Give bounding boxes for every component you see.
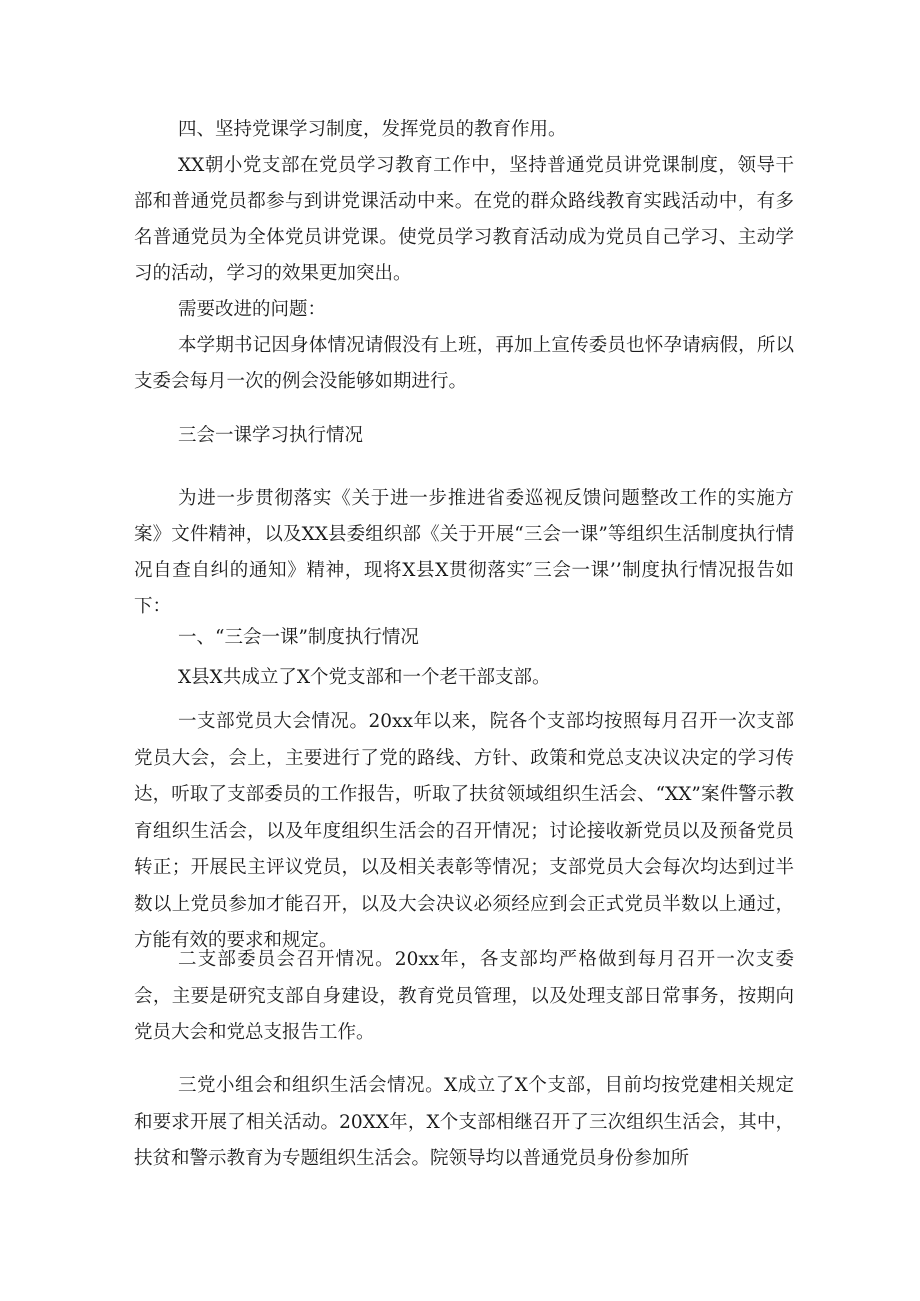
section1-summary: X县X共成立了X个党支部和一个老干部支部。 <box>178 667 551 688</box>
item1-party-member-meeting: 一支部党员大会情况。20xx年以来，院各个支部均按照每月召开一次支部党员大会，会上，主要进行了党的路线、方针、政策和党总支决议决定的学习传达，听取了支部委员的工作报告，听取了扶贫领域组织生活会、“XX”案件警示教育组织生活会，以及年度组织生活会的召开情况；讨论接收新党员以及预备党员转正；开展民主评议党员，以及相关表彰等情况；支部党员大会每次均达到过半数以上党员参加才能召开，以及大会决议必须经应到会正式党员半数以上通过，方能有效的要求和规定。 <box>134 711 794 951</box>
section4-body: XX朝小党支部在党员学习教育工作中，坚持普通党员讲党课制度，领导干部和普通党员都参与到讲党课活动中来。在党的群众路线教育实践活动中，有多名普通党员为全体党员讲党课。使党员学习教育活动成为党员自己学习、主动学习的活动，学习的效果更加突出。 <box>134 155 794 284</box>
section1-heading: 一、“三会一课”制度执行情况 <box>178 627 419 648</box>
improvement-heading: 需要改进的问题： <box>178 299 327 320</box>
item2-branch-committee-meeting: 二支部委员会召开情况。20xx年，各支部均严格做到每月召开一次支委会，主要是研究支部自身建设，教育党员管理，以及处理支部日常事务，按期向党员大会和党总支报告工作。 <box>134 949 794 1043</box>
item3-group-and-life-meeting: 三党小组会和组织生活会情况。X成立了X个支部，目前均按党建相关规定和要求开展了相关活动。20XX年，X个支部相继召开了三次组织生活会，其中，扶贫和警示教育为专题组织生活会。院领导均以普通党员身份参加所 <box>134 1075 794 1169</box>
report-title: 三会一课学习执行情况 <box>178 425 364 446</box>
report-intro: 为进一步贯彻落实《关于进一步推进省委巡视反馈问题整改工作的实施方案》文件精神，以及XX县委组织部《关于开展“三会一课”等组织生活制度执行情况自查自纠的通知》精神，现将X县X贯彻落实″三会一课’’制度执行情况报告如下： <box>134 488 794 617</box>
section4-heading: 四、坚持党课学习制度，发挥党员的教育作用。 <box>178 119 567 140</box>
improvement-body: 本学期书记因身体情况请假没有上班，再加上宣传委员也怀孕请病假，所以支委会每月一次的例会没能够如期进行。 <box>134 335 794 392</box>
